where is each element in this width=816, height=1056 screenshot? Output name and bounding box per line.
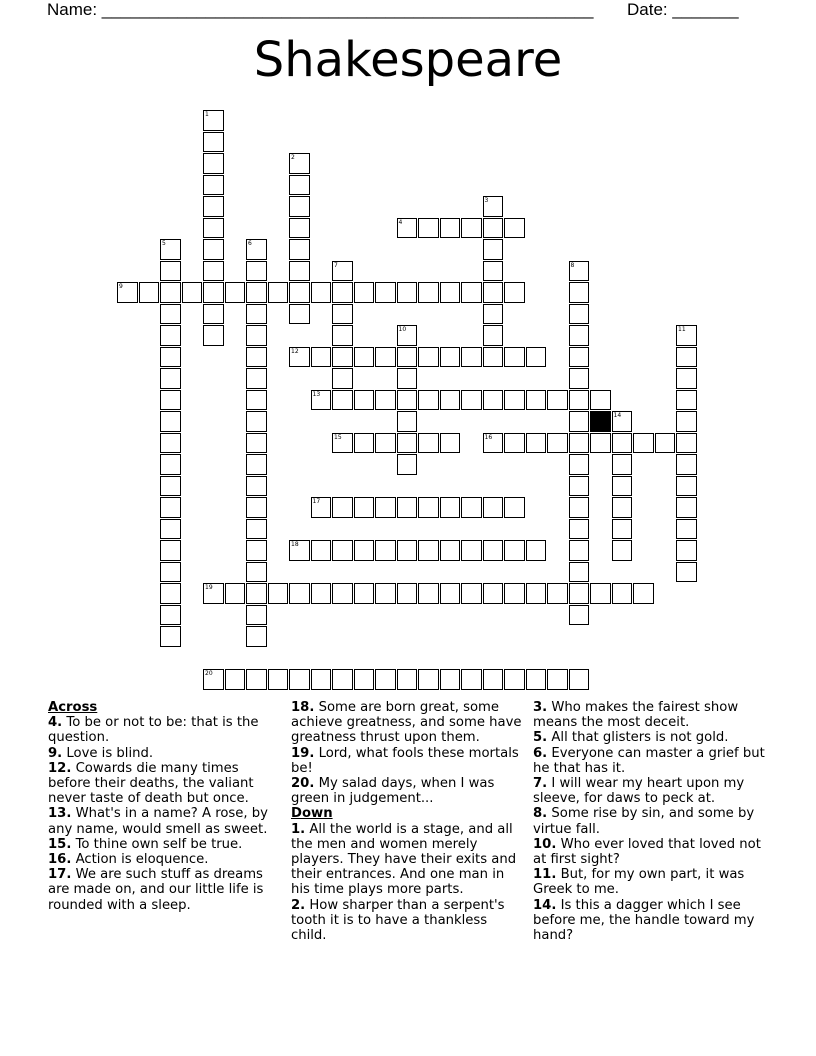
grid-cell[interactable] <box>354 497 375 518</box>
grid-cell[interactable] <box>397 325 418 346</box>
grid-cell[interactable] <box>483 196 504 217</box>
grid-cell[interactable] <box>246 261 267 282</box>
grid-cell[interactable] <box>440 347 461 368</box>
grid-cell[interactable] <box>160 390 181 411</box>
clue-across-17: 17. We are such stuff as dreams are made on, and our little life is rounded with a sleep. <box>48 867 264 913</box>
grid-cell[interactable] <box>203 325 224 346</box>
clue-down-11: 11. But, for my own part, it was Greek to me. <box>533 867 745 898</box>
grid-cell[interactable] <box>160 411 181 432</box>
grid-cell[interactable] <box>526 390 547 411</box>
clue-down-8: 8. Some rise by sin, and some by virtue fall. <box>533 806 755 837</box>
clue-across-20: 20. My salad days, when I was green in judgement... <box>291 776 495 807</box>
grid-cell[interactable] <box>246 454 267 475</box>
grid-cell[interactable] <box>547 433 568 454</box>
grid-cell[interactable] <box>569 540 590 561</box>
grid-cell[interactable] <box>246 476 267 497</box>
grid-cell[interactable] <box>526 669 547 690</box>
grid-cell[interactable] <box>547 583 568 604</box>
grid-cell[interactable] <box>590 583 611 604</box>
grid-cell[interactable] <box>418 540 439 561</box>
grid-cell[interactable] <box>504 347 525 368</box>
grid-cell[interactable] <box>633 433 654 454</box>
grid-cell[interactable] <box>676 454 697 475</box>
grid-cell[interactable] <box>440 497 461 518</box>
grid-cell[interactable] <box>160 519 181 540</box>
grid-cell[interactable] <box>354 433 375 454</box>
grid-cell[interactable] <box>569 261 590 282</box>
grid-cell[interactable] <box>203 132 224 153</box>
grid-cell[interactable] <box>246 433 267 454</box>
grid-cell[interactable] <box>225 669 246 690</box>
grid-cell[interactable] <box>655 433 676 454</box>
grid-cell[interactable] <box>203 110 224 131</box>
clue-across-16: 16. Action is eloquence. <box>48 852 209 868</box>
grid-cell[interactable] <box>289 304 310 325</box>
grid-cell[interactable] <box>139 282 160 303</box>
grid-cell[interactable] <box>526 433 547 454</box>
clue-down-6: 6. Everyone can master a grief but he that has it. <box>533 745 765 776</box>
grid-cell[interactable] <box>397 390 418 411</box>
cell-number: 2 <box>291 154 295 161</box>
grid-cell[interactable] <box>375 669 396 690</box>
cell-number: 8 <box>570 261 575 269</box>
grid-cell[interactable] <box>311 540 332 561</box>
grid-cell[interactable] <box>612 583 633 604</box>
grid-cell[interactable] <box>289 583 310 604</box>
grid-cell[interactable] <box>569 669 590 690</box>
grid-cell[interactable] <box>397 411 418 432</box>
grid-cell[interactable] <box>268 583 289 604</box>
grid-cell[interactable] <box>375 540 396 561</box>
clue-across-15: 15. To thine own self be true. <box>48 836 243 852</box>
grid-cell[interactable] <box>332 261 353 282</box>
grid-cell[interactable] <box>246 669 267 690</box>
grid-cell[interactable] <box>332 304 353 325</box>
grid-cell[interactable] <box>225 282 246 303</box>
grid-cell[interactable] <box>461 347 482 368</box>
grid-cell[interactable] <box>397 282 418 303</box>
cell-number: 17 <box>312 498 321 505</box>
clue-across-4: 4. To be or not to be: that is the question. <box>48 715 259 746</box>
grid-cell[interactable] <box>483 433 504 454</box>
grid-cell[interactable] <box>440 669 461 690</box>
grid-cell[interactable] <box>160 239 181 260</box>
grid-cell[interactable] <box>203 218 224 239</box>
grid-cell[interactable] <box>246 304 267 325</box>
grid-cell[interactable] <box>590 433 611 454</box>
grid-cell[interactable] <box>418 390 439 411</box>
grid-cell[interactable] <box>483 583 504 604</box>
grid-cell[interactable] <box>332 347 353 368</box>
down-heading: Down <box>291 806 333 822</box>
grid-cell[interactable] <box>332 390 353 411</box>
grid-cell[interactable] <box>483 282 504 303</box>
grid-cell[interactable] <box>418 433 439 454</box>
grid-cell[interactable] <box>483 390 504 411</box>
clue-down-7: 7. I will wear my heart upon my sleeve, for daws to peck at. <box>533 776 745 807</box>
grid-cell[interactable] <box>397 218 418 239</box>
grid-cell[interactable] <box>311 583 332 604</box>
clues-column-2 <box>291 700 523 943</box>
grid-cell[interactable] <box>676 347 697 368</box>
grid-cell[interactable] <box>160 583 181 604</box>
grid-cell[interactable] <box>483 325 504 346</box>
cell-number: 6 <box>248 240 252 247</box>
grid-cell[interactable] <box>440 218 461 239</box>
grid-cell[interactable] <box>397 497 418 518</box>
grid-cell[interactable] <box>160 282 181 303</box>
grid-cell[interactable] <box>461 218 482 239</box>
grid-cell[interactable] <box>569 476 590 497</box>
grid-cell[interactable] <box>203 196 224 217</box>
clue-down-10: 10. Who ever loved that loved not at first sight? <box>533 836 761 868</box>
grid-cell[interactable] <box>354 669 375 690</box>
grid-cell[interactable] <box>225 583 246 604</box>
grid-cell[interactable] <box>375 390 396 411</box>
grid-cell[interactable] <box>418 218 439 239</box>
grid-cell[interactable] <box>289 218 310 239</box>
grid-cell[interactable] <box>289 540 310 561</box>
grid-cell[interactable] <box>332 433 353 454</box>
grid-cell[interactable] <box>203 282 224 303</box>
grid-cell[interactable] <box>160 562 181 583</box>
cell-number: 15 <box>334 433 342 441</box>
grid-cell[interactable] <box>612 411 633 432</box>
clue-across-18: 18. Some are born great, some achieve greatness, and some have greatness thrust upon them. <box>291 700 522 746</box>
grid-cell[interactable] <box>461 497 482 518</box>
clue-across-19: 19. Lord, what fools these mortals be! <box>291 745 519 776</box>
grid-cell[interactable] <box>182 282 203 303</box>
grid-cell[interactable] <box>676 325 697 346</box>
grid-cell[interactable] <box>612 540 633 561</box>
grid-cell[interactable] <box>354 347 375 368</box>
clue-down-2: 2. How sharper than a serpent's tooth it is to have a thankless child. <box>291 897 505 944</box>
grid-cell[interactable] <box>160 454 181 475</box>
grid-cell[interactable] <box>246 626 267 647</box>
grid-cell[interactable] <box>504 282 525 303</box>
grid-cell[interactable] <box>504 433 525 454</box>
grid-cell[interactable] <box>246 325 267 346</box>
clues-column-1 <box>48 700 276 913</box>
grid-cell[interactable] <box>483 304 504 325</box>
grid-cell[interactable] <box>590 390 611 411</box>
grid-cell[interactable] <box>203 669 224 690</box>
grid-cell[interactable] <box>569 411 590 432</box>
grid-cell[interactable] <box>332 497 353 518</box>
clue-across-9: 9. Love is blind. <box>48 745 154 761</box>
grid-cell[interactable] <box>354 583 375 604</box>
grid-cell[interactable] <box>397 347 418 368</box>
grid-cell[interactable] <box>633 583 654 604</box>
grid-cell[interactable] <box>160 497 181 518</box>
grid-cell[interactable] <box>504 540 525 561</box>
cell-number: 10 <box>398 326 407 333</box>
grid-cell[interactable] <box>332 540 353 561</box>
clue-down-3: 3. Who makes the fairest show means the most deceit. <box>533 700 739 731</box>
grid-cell[interactable] <box>483 669 504 690</box>
grid-cell[interactable] <box>569 390 590 411</box>
grid-cell[interactable] <box>246 583 267 604</box>
grid-cell[interactable] <box>504 497 525 518</box>
grid-cell[interactable] <box>332 583 353 604</box>
grid-cell[interactable] <box>246 411 267 432</box>
grid-cell[interactable] <box>203 261 224 282</box>
grid-cell[interactable] <box>311 497 332 518</box>
cell-number: 13 <box>312 390 321 398</box>
grid-cell[interactable] <box>397 540 418 561</box>
grid-cell[interactable] <box>354 390 375 411</box>
grid-cell[interactable] <box>311 282 332 303</box>
grid-cell[interactable] <box>289 669 310 690</box>
grid-cell[interactable] <box>547 669 568 690</box>
grid-cell[interactable] <box>676 562 697 583</box>
grid-cell[interactable] <box>612 454 633 475</box>
grid-cell[interactable] <box>676 411 697 432</box>
grid-cell[interactable] <box>612 476 633 497</box>
grid-cell[interactable] <box>504 583 525 604</box>
grid-cell[interactable] <box>160 347 181 368</box>
grid-cell[interactable] <box>289 175 310 196</box>
grid-cell[interactable] <box>418 282 439 303</box>
grid-cell[interactable] <box>526 540 547 561</box>
grid-cell[interactable] <box>526 347 547 368</box>
clue-across-12: 12. Cowards die many times before their deaths, the valiant never taste of death but once. <box>48 760 254 807</box>
grid-cell[interactable] <box>332 368 353 389</box>
grid-cell[interactable] <box>160 304 181 325</box>
grid-cell[interactable] <box>203 583 224 604</box>
grid-cell[interactable] <box>461 540 482 561</box>
grid-cell[interactable] <box>526 583 547 604</box>
grid-cell[interactable] <box>268 282 289 303</box>
grid-cell[interactable] <box>375 583 396 604</box>
grid-cell[interactable] <box>483 239 504 260</box>
cell-number: 3 <box>484 197 489 204</box>
grid-cell[interactable] <box>332 669 353 690</box>
cell-number: 20 <box>205 670 213 677</box>
date-field-label: Date: _______ <box>627 0 739 19</box>
grid-cell[interactable] <box>569 497 590 518</box>
grid-cell[interactable] <box>461 390 482 411</box>
grid-cell[interactable] <box>354 540 375 561</box>
grid-cell[interactable] <box>483 540 504 561</box>
grid-cell[interactable] <box>504 390 525 411</box>
grid-cell[interactable] <box>461 282 482 303</box>
grid-cell[interactable] <box>246 282 267 303</box>
grid-cell[interactable] <box>440 433 461 454</box>
grid-cell[interactable] <box>547 390 568 411</box>
grid-cell[interactable] <box>289 347 310 368</box>
grid-cell[interactable] <box>483 261 504 282</box>
cell-number: 11 <box>678 326 686 333</box>
grid-cell[interactable] <box>289 261 310 282</box>
grid-cell[interactable] <box>569 368 590 389</box>
grid-cell[interactable] <box>311 347 332 368</box>
grid-cell[interactable] <box>569 282 590 303</box>
grid-cell[interactable] <box>311 390 332 411</box>
grid-cell[interactable] <box>160 261 181 282</box>
grid-cell[interactable] <box>203 175 224 196</box>
grid-cell[interactable] <box>289 239 310 260</box>
grid-cell[interactable] <box>418 669 439 690</box>
grid-cell[interactable] <box>160 368 181 389</box>
grid-cell[interactable] <box>246 368 267 389</box>
grid-cell[interactable] <box>676 519 697 540</box>
cell-number: 14 <box>613 412 622 419</box>
grid-cell[interactable] <box>375 347 396 368</box>
cell-number: 12 <box>291 347 299 355</box>
across-heading: Across <box>48 700 98 715</box>
grid-cell[interactable] <box>504 218 525 239</box>
grid-cell[interactable] <box>569 454 590 475</box>
grid-cell[interactable] <box>676 390 697 411</box>
grid-cell[interactable] <box>461 583 482 604</box>
grid-cell[interactable] <box>569 605 590 626</box>
grid-cell[interactable] <box>397 454 418 475</box>
cell-number: 18 <box>291 541 299 548</box>
grid-cell[interactable] <box>160 626 181 647</box>
grid-cell[interactable] <box>569 325 590 346</box>
cell-number: 9 <box>119 283 123 290</box>
grid-cell[interactable] <box>569 562 590 583</box>
grid-cell[interactable] <box>354 282 375 303</box>
grid-cell[interactable] <box>375 497 396 518</box>
grid-cell[interactable] <box>418 583 439 604</box>
grid-cell[interactable] <box>246 347 267 368</box>
grid-cell[interactable] <box>246 390 267 411</box>
grid-cell[interactable] <box>483 218 504 239</box>
grid-cell[interactable] <box>440 540 461 561</box>
cell-number: 5 <box>162 240 166 247</box>
grid-cell[interactable] <box>289 153 310 174</box>
grid-cell[interactable] <box>311 669 332 690</box>
grid-cell[interactable] <box>246 605 267 626</box>
cell-number: 7 <box>334 261 338 269</box>
clue-down-5: 5. All that glisters is not gold. <box>533 730 729 746</box>
grid-cell[interactable] <box>397 669 418 690</box>
grid-cell[interactable] <box>289 196 310 217</box>
grid-cell[interactable] <box>203 304 224 325</box>
grid-cell[interactable] <box>483 347 504 368</box>
grid-cell[interactable] <box>397 583 418 604</box>
grid-cell[interactable] <box>268 669 289 690</box>
grid-cell[interactable] <box>440 390 461 411</box>
grid-cell[interactable] <box>612 433 633 454</box>
grid-cell[interactable] <box>504 669 525 690</box>
grid-cell[interactable] <box>676 476 697 497</box>
name-field-label: Name: ____________________________________________________ <box>47 0 594 19</box>
grid-cell[interactable] <box>397 433 418 454</box>
grid-block-cell <box>590 411 611 432</box>
grid-cell[interactable] <box>676 368 697 389</box>
grid-cell[interactable] <box>676 497 697 518</box>
grid-cell[interactable] <box>203 239 224 260</box>
cell-number: 16 <box>484 433 493 441</box>
grid-cell[interactable] <box>246 239 267 260</box>
clue-down-14: 14. Is this a dagger which I see before me, the handle toward my hand? <box>533 897 755 944</box>
grid-cell[interactable] <box>117 282 138 303</box>
grid-cell[interactable] <box>332 282 353 303</box>
cell-number: 1 <box>205 111 209 118</box>
grid-cell[interactable] <box>569 433 590 454</box>
grid-cell[interactable] <box>160 540 181 561</box>
grid-cell[interactable] <box>676 540 697 561</box>
grid-cell[interactable] <box>418 497 439 518</box>
grid-cell[interactable] <box>612 497 633 518</box>
grid-cell[interactable] <box>569 304 590 325</box>
grid-cell[interactable] <box>160 476 181 497</box>
grid-cell[interactable] <box>569 583 590 604</box>
grid-cell[interactable] <box>246 519 267 540</box>
grid-cell[interactable] <box>461 669 482 690</box>
cell-number: 19 <box>205 584 213 591</box>
grid-cell[interactable] <box>160 325 181 346</box>
grid-cell[interactable] <box>612 519 633 540</box>
grid-cell[interactable] <box>440 282 461 303</box>
clue-across-13: 13. What's in a name? A rose, by any name, would smell as sweet. <box>48 806 268 837</box>
grid-cell[interactable] <box>246 497 267 518</box>
grid-cell[interactable] <box>246 562 267 583</box>
grid-cell[interactable] <box>160 433 181 454</box>
grid-cell[interactable] <box>418 347 439 368</box>
grid-cell[interactable] <box>203 153 224 174</box>
grid-cell[interactable] <box>332 325 353 346</box>
grid-cell[interactable] <box>375 282 396 303</box>
cell-number: 4 <box>398 218 403 226</box>
grid-cell[interactable] <box>440 583 461 604</box>
clue-down-1: 1. All the world is a stage, and all the men and women merely players. They have their exits and their entrances. And one man in his time plays more parts. <box>291 821 517 898</box>
grid-cell[interactable] <box>676 433 697 454</box>
grid-cell[interactable] <box>160 605 181 626</box>
grid-cell[interactable] <box>483 497 504 518</box>
grid-cell[interactable] <box>375 433 396 454</box>
page-title: Shakespeare <box>253 32 563 88</box>
grid-cell[interactable] <box>569 519 590 540</box>
grid-cell[interactable] <box>569 347 590 368</box>
grid-cell[interactable] <box>397 368 418 389</box>
grid-cell[interactable] <box>289 282 310 303</box>
grid-cell[interactable] <box>246 540 267 561</box>
clues-column-3 <box>533 700 769 943</box>
